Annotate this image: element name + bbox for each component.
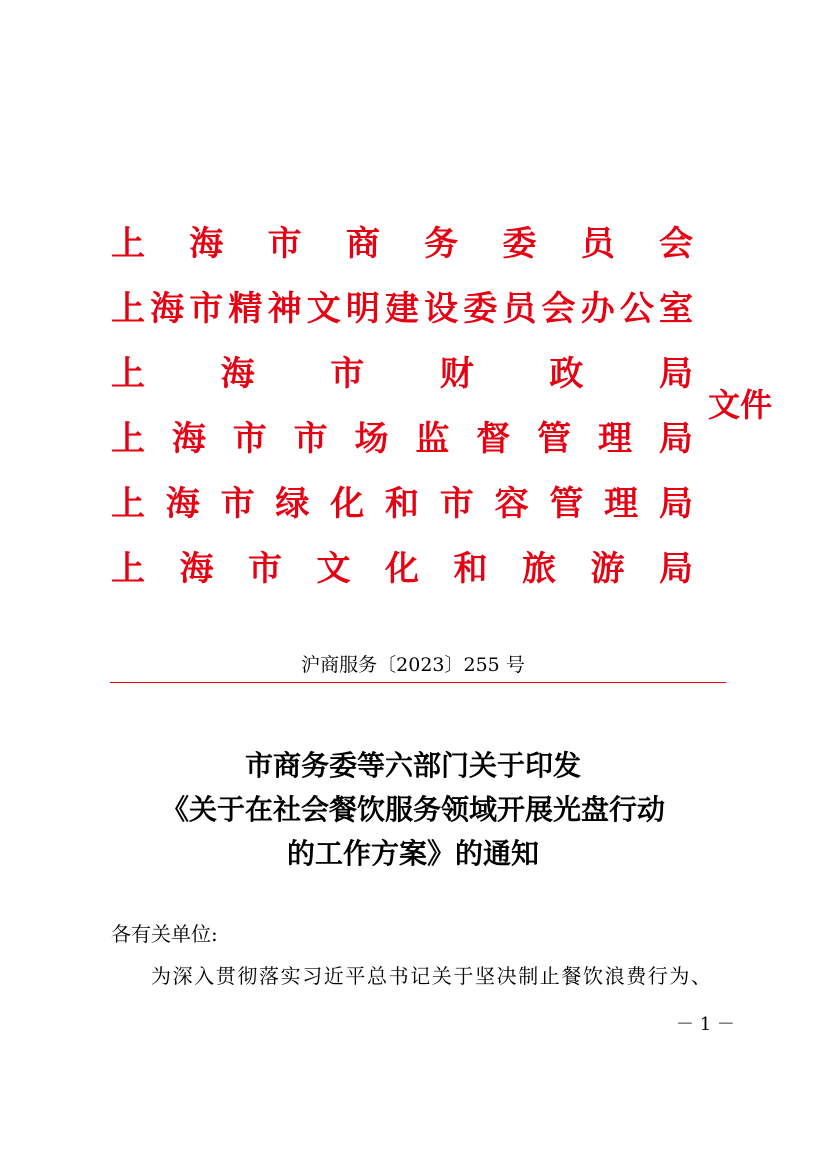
issuer-block bbox=[111, 212, 693, 602]
issuer-char: 督 bbox=[476, 419, 511, 459]
issuer-char: 局 bbox=[659, 549, 693, 589]
issuer-char: 海 bbox=[189, 224, 224, 264]
title-line: 市商务委等六部门关于印发 bbox=[244, 749, 581, 782]
issuer-char: 场 bbox=[354, 419, 389, 459]
issuer-char: 文 bbox=[316, 549, 351, 589]
issuer-char: 监 bbox=[415, 419, 450, 459]
issuer-line bbox=[111, 212, 693, 277]
issuer-char: 海 bbox=[165, 484, 200, 524]
issuer-char: 市 bbox=[248, 549, 282, 589]
issuer-char: 会 bbox=[541, 289, 576, 329]
issuer-char: 政 bbox=[549, 354, 584, 394]
issuer-char: 上 bbox=[111, 484, 145, 524]
issuer-char: 局 bbox=[658, 484, 693, 524]
issuer-char: 海 bbox=[171, 419, 206, 459]
issuer-char: 财 bbox=[439, 354, 474, 394]
issuer-char: 和 bbox=[384, 484, 419, 524]
issuer-char: 理 bbox=[598, 419, 632, 459]
issuer-char: 建 bbox=[384, 289, 419, 329]
issuer-char: 办 bbox=[580, 289, 615, 329]
issuer-char: 旅 bbox=[522, 549, 556, 589]
issuer-char: 室 bbox=[658, 289, 693, 329]
title-line: 的工作方案》的通知 bbox=[286, 837, 539, 870]
body-paragraph: 为深入贯彻落实习近平总书记关于坚决制止餐饮浪费行为、 bbox=[151, 964, 713, 988]
issuer-char: 海 bbox=[220, 354, 255, 394]
page-number: － 1 － bbox=[676, 1014, 735, 1035]
salutation: 各有关单位: bbox=[111, 922, 218, 946]
issuer-char: 海 bbox=[179, 549, 214, 589]
issuer-char: 容 bbox=[494, 484, 529, 524]
issuer-char: 文 bbox=[306, 289, 341, 329]
issuer-char: 委 bbox=[502, 224, 537, 264]
issuer-char: 上 bbox=[111, 549, 145, 589]
red-divider bbox=[110, 682, 726, 683]
issuer-char: 局 bbox=[658, 419, 693, 459]
issuer-char: 上 bbox=[111, 224, 145, 264]
issuer-char: 设 bbox=[424, 289, 459, 329]
issuer-char: 员 bbox=[580, 224, 615, 264]
issuer-char: 公 bbox=[619, 289, 654, 329]
issuer-char: 市 bbox=[330, 354, 365, 394]
issuer-char: 化 bbox=[385, 549, 419, 589]
title-line: 《关于在社会餐饮服务领域开展光盘行动 bbox=[160, 793, 665, 826]
issuer-line bbox=[111, 407, 693, 472]
issuer-line bbox=[111, 537, 693, 602]
document-title bbox=[0, 744, 826, 876]
issuer-char: 管 bbox=[537, 419, 572, 459]
issuer-line bbox=[111, 342, 693, 407]
issuer-char: 管 bbox=[549, 484, 584, 524]
issuer-char: 市 bbox=[220, 484, 255, 524]
issuer-char: 上 bbox=[111, 354, 145, 394]
issuer-char: 游 bbox=[590, 549, 625, 589]
document-suffix: 文件 bbox=[708, 386, 773, 424]
issuer-char: 精 bbox=[228, 289, 263, 329]
issuer-char: 上 bbox=[111, 419, 145, 459]
issuer-char: 市 bbox=[189, 289, 224, 329]
issuer-char: 神 bbox=[267, 289, 302, 329]
issuer-char: 化 bbox=[330, 484, 365, 524]
issuer-char: 市 bbox=[267, 224, 302, 264]
issuer-char: 会 bbox=[658, 224, 693, 264]
document-number: 沪商服务〔2023〕255 号 bbox=[301, 654, 525, 676]
issuer-char: 委 bbox=[463, 289, 498, 329]
issuer-char: 商 bbox=[345, 224, 380, 264]
issuer-char: 市 bbox=[232, 419, 267, 459]
issuer-char: 和 bbox=[453, 549, 488, 589]
issuer-char: 务 bbox=[424, 224, 459, 264]
issuer-char: 明 bbox=[345, 289, 380, 329]
issuer-char: 局 bbox=[658, 354, 693, 394]
issuer-char: 市 bbox=[293, 419, 328, 459]
issuer-char: 市 bbox=[439, 484, 474, 524]
issuer-line bbox=[111, 277, 693, 342]
issuer-char: 绿 bbox=[275, 484, 310, 524]
issuer-line bbox=[111, 472, 693, 537]
issuer-char: 海 bbox=[150, 289, 185, 329]
issuer-char: 理 bbox=[604, 484, 639, 524]
issuer-char: 员 bbox=[502, 289, 537, 329]
issuer-char: 上 bbox=[111, 289, 145, 329]
